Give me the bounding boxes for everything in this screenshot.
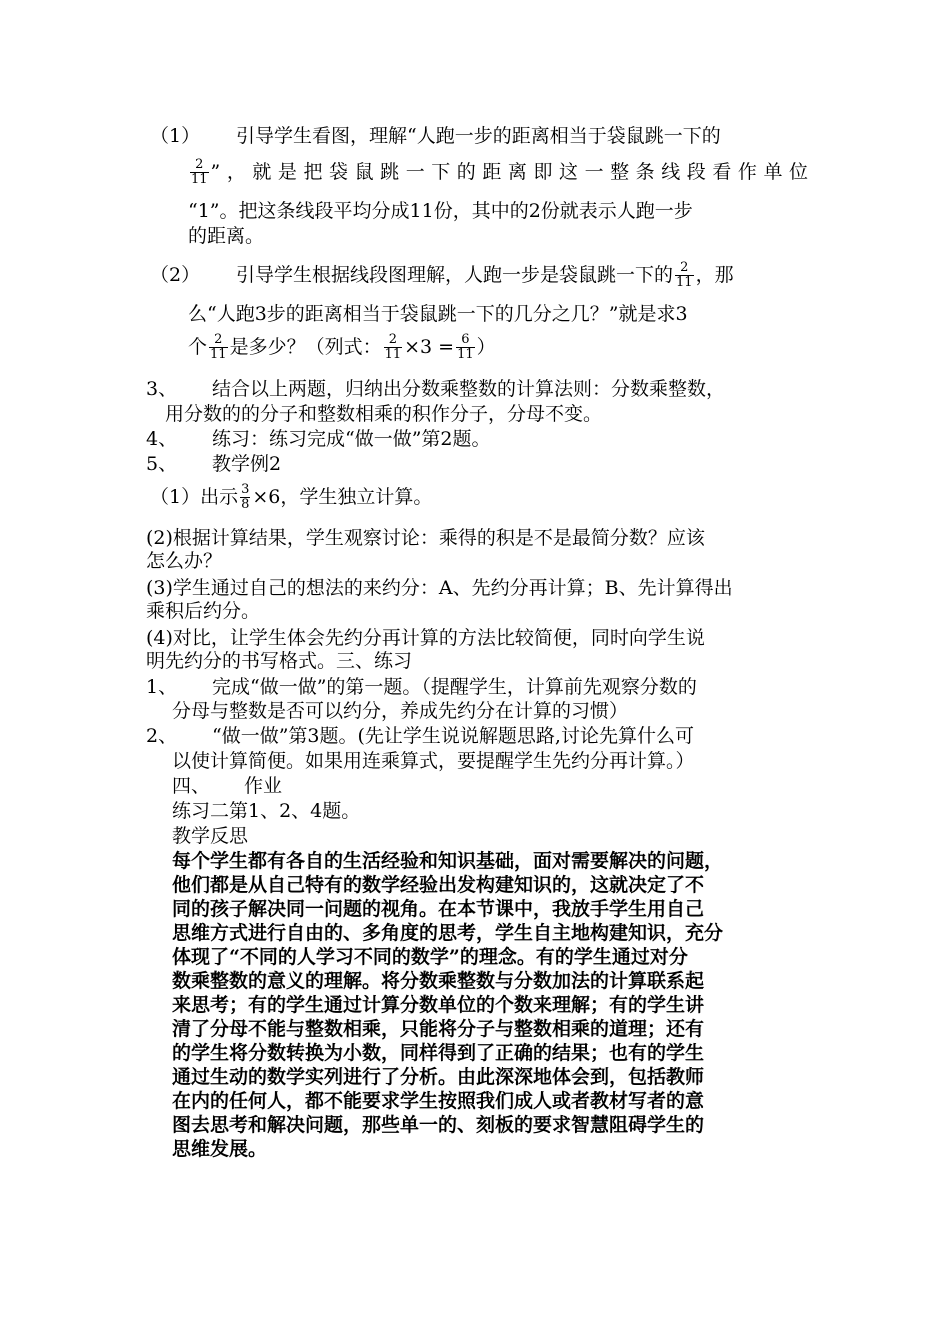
item5-label: 5、: [146, 453, 178, 475]
item3-line1: 结合以上两题，归纳出分数乘整数的计算法则：分数乘整数，: [212, 378, 726, 400]
p1-line3: “1”。把这条线段平均分成11份，其中的2份就表示人跑一步: [188, 200, 693, 222]
ex2-label: 2、: [146, 725, 178, 747]
fraction-2-11: $\frac{2}{11}$: [191, 156, 208, 187]
p2-line1b: ，那: [695, 263, 734, 286]
s1-b: ×6，学生独立计算。: [252, 485, 433, 508]
p2-line3a: 个: [188, 335, 208, 358]
s3-line2: 乘积后约分。: [146, 600, 261, 622]
hw-title: 作业: [244, 775, 283, 797]
item3-line2: 用分数的的分子和整数相乘的积作分子，分母不变。: [165, 403, 603, 425]
hw-text: 练习二第1、2、4题。: [172, 800, 361, 822]
s3-line1: (3)学生通过自己的想法的来约分：A、先约分再计算；B、先计算得出: [146, 577, 733, 599]
hw-label: 四、: [172, 775, 211, 797]
item4-text: 练习：练习完成“做一做”第2题。: [212, 428, 491, 450]
s2-line1: (2)根据计算结果，学生观察讨论：乘得的积是不是最简分数？应该: [146, 527, 705, 549]
item3-label: 3、: [146, 378, 178, 400]
p2-line1a: 引导学生根据线段图理解，人跑一步是袋鼠跳一下的: [236, 263, 674, 286]
fraction-2-11: $\frac{2}{11}$: [676, 259, 693, 290]
reflection-line: 的学生将分数转换为小数，同样得到了正确的结果；也有的学生: [172, 1042, 705, 1064]
p1-line1: 引导学生看图，理解“人跑一步的距离相当于袋鼠跳一下的: [236, 125, 721, 147]
p1-line2-row: [188, 150, 808, 194]
reflection-line: 在内的任何人，都不能要求学生按照我们成人或者教材写者的意: [172, 1090, 705, 1112]
reflection-line: 思维发展。: [172, 1138, 268, 1160]
p1-line4: 的距离。: [188, 225, 265, 247]
fraction-2-11: $\frac{2}{11}$: [384, 331, 402, 362]
s4-line2: 明先约分的书写格式。三、练习: [146, 650, 413, 672]
p2-line3d: ）: [476, 335, 496, 358]
p2-line1-row: [236, 253, 734, 297]
ex1-line1: 完成“做一做”的第一题。（提醒学生，计算前先观察分数的: [212, 676, 697, 698]
reflection-line: 来思考；有的学生通过计算分数单位的个数来理解；有的学生讲: [172, 994, 705, 1016]
item4-label: 4、: [146, 428, 178, 450]
reflection-line: 同的孩子解决同一问题的视角。在本节课中，我放手学生用自己: [172, 898, 705, 920]
fraction-3-8: $\frac{3}{8}$: [241, 481, 250, 512]
item5-text: 教学例2: [212, 453, 282, 475]
reflection-title: 教学反思: [172, 825, 249, 847]
fraction-6-11: $\frac{6}{11}$: [457, 331, 474, 362]
p1-label: （1）: [150, 125, 201, 147]
s1-row: [150, 475, 432, 519]
p2-line3b: 是多少？（列式：: [229, 335, 382, 358]
reflection-line: 思维方式进行自由的、多角度的思考，学生自主地构建知识，充分: [172, 922, 724, 944]
fraction-2-11: $\frac{2}{11}$: [210, 331, 227, 362]
ex1-label: 1、: [146, 676, 178, 698]
s2-line2: 怎么办？: [146, 550, 223, 572]
p2-label: （2）: [150, 264, 201, 286]
p2-line2: 么“人跑3步的距离相当于袋鼠跳一下的几分之几？”就是求3: [188, 303, 688, 325]
ex2-line2: 以使计算简便。如果用连乘算式，要提醒学生先约分再计算。）: [172, 750, 695, 772]
p1-line2: ”，就是把袋鼠跳一下的距离即这一整条线段看作单位: [210, 160, 808, 183]
reflection-line: 数乘整数的意义的理解。将分数乘整数与分数加法的计算联系起: [172, 970, 705, 992]
p2-line3-row: [188, 325, 496, 369]
reflection-line: 体现了“不同的人学习不同的数学”的理念。有的学生通过对分: [172, 946, 688, 968]
p2-line3c: ×3 =: [404, 335, 455, 358]
s4-line1: (4)对比，让学生体会先约分再计算的方法比较简便，同时向学生说: [146, 627, 705, 649]
reflection-line: 每个学生都有各自的生活经验和知识基础，面对需要解决的问题，: [172, 850, 724, 872]
reflection-line: 他们都是从自己特有的数学经验出发构建知识的，这就决定了不: [172, 874, 705, 896]
ex2-line1: “做一做”第3题。(先让学生说说解题思路,讨论先算什么可: [212, 725, 694, 747]
s1-a: （1）出示: [150, 485, 239, 508]
reflection-line: 清了分母不能与整数相乘，只能将分子与整数相乘的道理；还有: [172, 1018, 705, 1040]
reflection-line: 通过生动的数学实列进行了分析。由此深深地体会到，包括教师: [172, 1066, 705, 1088]
ex1-line2: 分母与整数是否可以约分，养成先约分在计算的习惯）: [172, 700, 629, 722]
reflection-line: 图去思考和解决问题，那些单一的、刻板的要求智慧阻碍学生的: [172, 1114, 705, 1136]
